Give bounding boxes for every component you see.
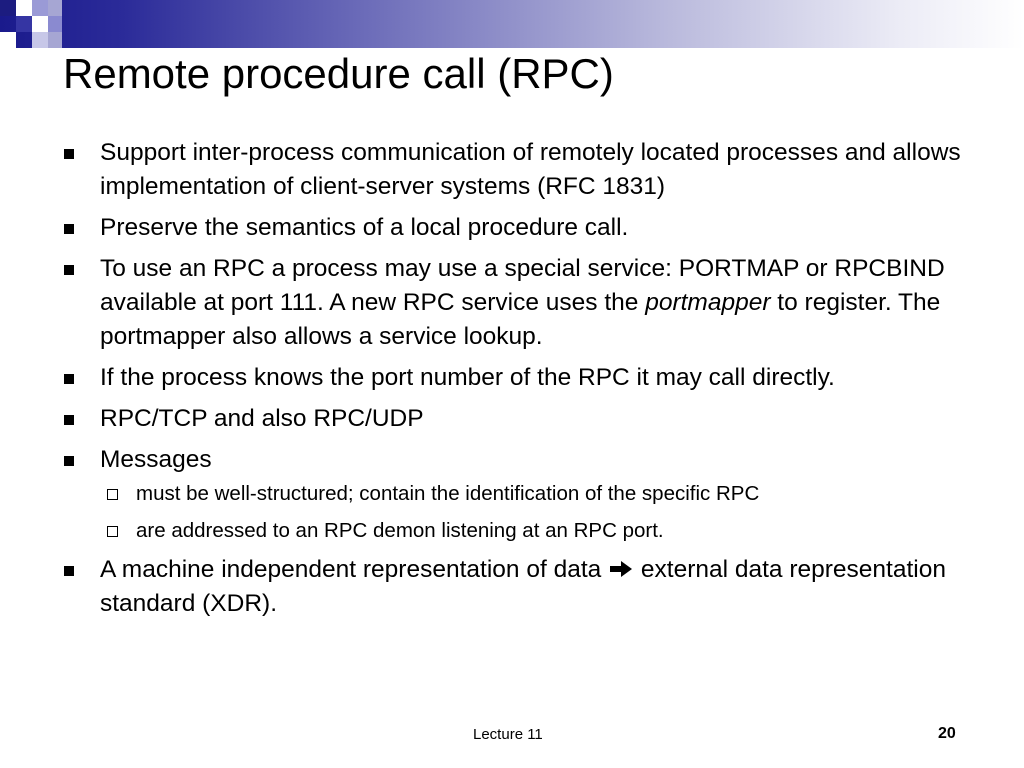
sub-bullet-text: must be well-structured; contain the identification of the specific RPC bbox=[136, 482, 760, 505]
bullet-text: RPC/TCP and also RPC/UDP bbox=[100, 405, 424, 432]
bullet-text-end: to register. The portmapper also allows a service lookup. bbox=[100, 289, 941, 350]
square-bullet-icon bbox=[64, 566, 74, 576]
bullet-text-end: external data representation standard (XDR). bbox=[100, 556, 946, 617]
bullet-item bbox=[64, 553, 994, 621]
right-arrow-icon bbox=[608, 559, 634, 579]
decor-square bbox=[0, 0, 16, 16]
slide-number: 20 bbox=[938, 725, 956, 742]
decor-square bbox=[32, 0, 48, 16]
sub-bullet-list bbox=[100, 479, 994, 546]
decor-square bbox=[48, 16, 62, 32]
hollow-square-bullet-icon bbox=[107, 526, 118, 537]
square-bullet-icon bbox=[64, 456, 74, 466]
hollow-square-bullet-icon bbox=[107, 489, 118, 500]
square-bullet-icon bbox=[64, 149, 74, 159]
sub-bullet-item bbox=[91, 479, 994, 509]
sub-bullet-item bbox=[91, 516, 994, 546]
bullet-item bbox=[64, 402, 994, 436]
slide-title: Remote procedure call (RPC) bbox=[63, 50, 614, 97]
sub-bullet-text: are addressed to an RPC demon listening at an RPC port. bbox=[136, 519, 664, 542]
bullet-text-start: To use an RPC a process may use a special service: PORTMAP or RPCBIND available at port 111. A new RPC service uses the bbox=[100, 255, 945, 316]
footer-lecture-label: Lecture 11 bbox=[473, 726, 543, 743]
decor-square bbox=[32, 16, 48, 32]
bullet-emphasis: portmapper bbox=[645, 289, 771, 316]
square-bullet-icon bbox=[64, 374, 74, 384]
bullet-item bbox=[64, 252, 994, 354]
bullet-item bbox=[64, 443, 994, 546]
bullet-item bbox=[64, 361, 994, 395]
bullet-item bbox=[64, 211, 994, 245]
bullet-text: Messages bbox=[100, 446, 212, 473]
bullet-text-start: A machine independent representation of data bbox=[100, 556, 609, 583]
square-bullet-icon bbox=[64, 265, 74, 275]
decor-square bbox=[16, 16, 32, 32]
decor-square bbox=[0, 32, 16, 48]
bullet-text: Support inter-process communication of remotely located processes and allows implementation of client-server systems (RFC 1831) bbox=[100, 139, 961, 200]
square-bullet-icon bbox=[64, 224, 74, 234]
bullet-text: If the process knows the port number of the RPC it may call directly. bbox=[100, 364, 835, 391]
bullet-text: Preserve the semantics of a local procedure call. bbox=[100, 214, 629, 241]
bullet-list bbox=[64, 136, 994, 628]
bullet-item bbox=[64, 136, 994, 204]
decor-square bbox=[16, 0, 32, 16]
square-bullet-icon bbox=[64, 415, 74, 425]
decor-square bbox=[32, 32, 48, 48]
header-gradient-band bbox=[0, 0, 1024, 48]
